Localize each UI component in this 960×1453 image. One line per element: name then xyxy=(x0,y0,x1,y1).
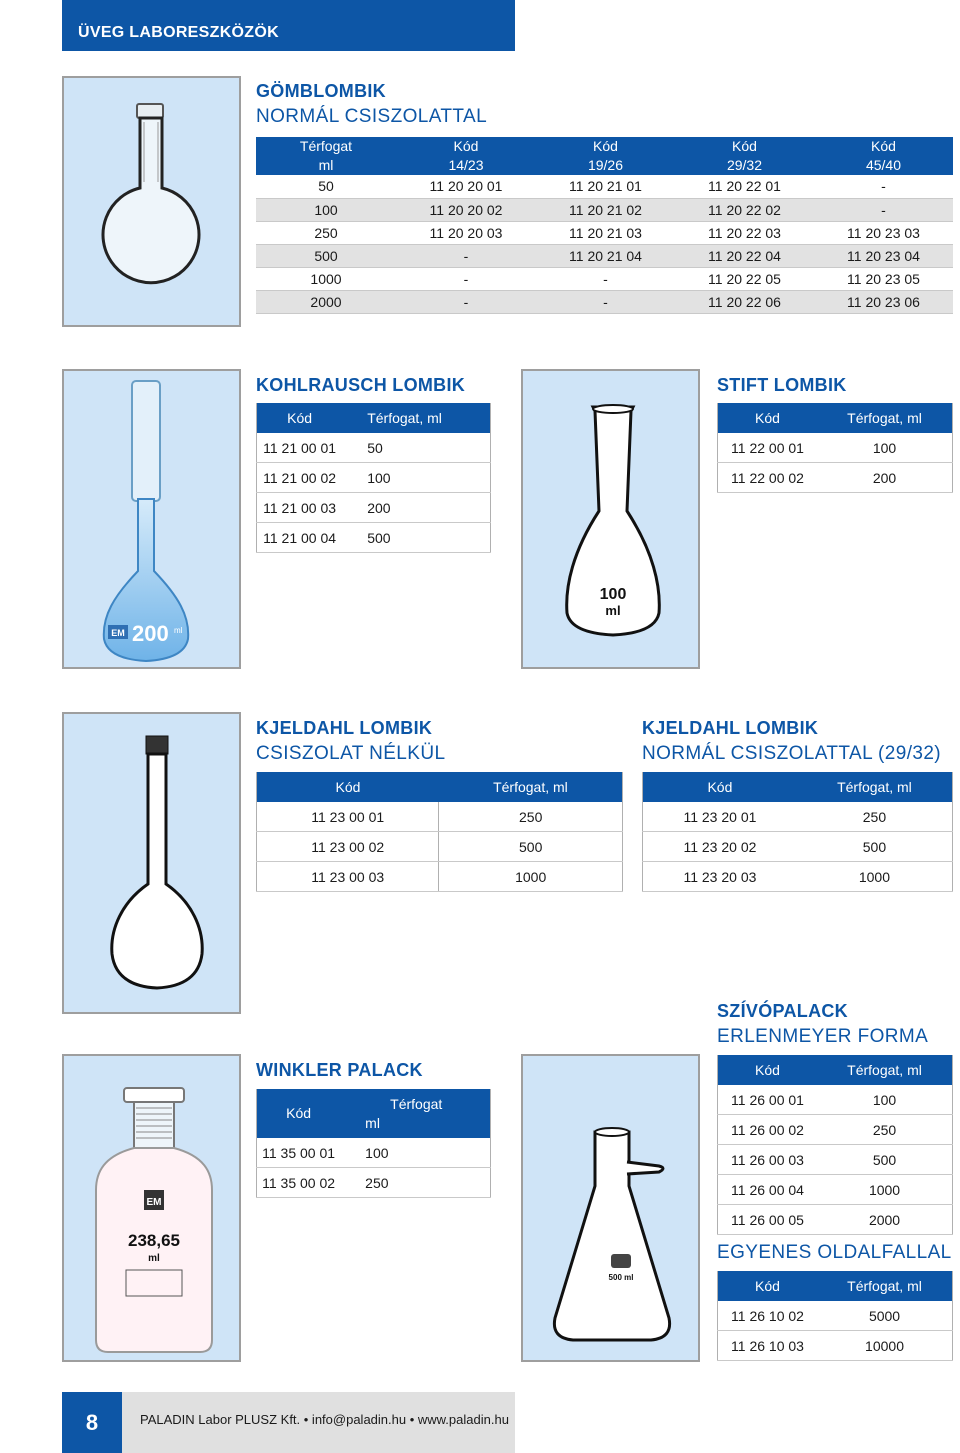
table-row xyxy=(256,267,953,290)
table-header-row xyxy=(718,1271,953,1301)
col-header-volume: Térfogat, ml xyxy=(439,772,623,802)
cell: 11 20 20 01 xyxy=(396,175,536,198)
kjeldahl-flask-photo xyxy=(62,712,241,1014)
kjeldahl2-subtitle: NORMÁL CSISZOLATTAL (29/32) xyxy=(642,743,942,764)
table-row xyxy=(257,1138,491,1168)
cell: 11 26 00 04 xyxy=(718,1175,818,1205)
gomblombik-table xyxy=(256,137,953,314)
kohlrausch-table xyxy=(256,403,491,553)
winkler-title: WINKLER PALACK xyxy=(256,1060,423,1080)
cell: 11 23 20 01 xyxy=(643,802,797,832)
cell: 11 35 00 01 xyxy=(257,1138,341,1168)
kjeldahl-flask-icon xyxy=(64,714,241,1014)
cell: 11 23 00 02 xyxy=(257,832,439,862)
cell: 1000 xyxy=(439,862,623,892)
gomblombik-title: GÖMBLOMBIK xyxy=(256,81,386,101)
cell: 250 xyxy=(439,802,623,832)
cell: 250 xyxy=(817,1115,952,1145)
cell: - xyxy=(396,267,536,290)
kjeldahl1-table xyxy=(256,772,623,892)
stift-flask-photo xyxy=(521,369,700,669)
col-header-volume: Térfogat, ml xyxy=(817,403,952,433)
stift-flask-icon xyxy=(523,371,700,669)
page-number: 8 xyxy=(62,1392,122,1453)
cell: 11 20 23 04 xyxy=(814,244,953,267)
flask-label-volume: 200 xyxy=(132,621,169,646)
col-header-code: Kód xyxy=(257,403,343,433)
col-header-volume: Térfogat, ml xyxy=(797,772,953,802)
cell: 11 26 00 02 xyxy=(718,1115,818,1145)
table-row xyxy=(718,1301,953,1331)
flask-label-unit: ml xyxy=(605,603,621,618)
flask-label-volume: 100 xyxy=(599,586,627,603)
cell: 11 23 20 02 xyxy=(643,832,797,862)
col-header-volume: Térfogat, ml xyxy=(817,1271,952,1301)
kjeldahl2-table xyxy=(642,772,953,892)
cell: 11 35 00 02 xyxy=(257,1168,341,1198)
cell: 500 xyxy=(342,523,490,553)
table-row xyxy=(257,862,623,892)
table-row xyxy=(718,1205,953,1235)
round-flask-photo xyxy=(62,76,241,327)
kjeldahl1-subtitle: CSISZOLAT NÉLKÜL xyxy=(256,743,446,764)
col-header-code: Kód xyxy=(718,1055,818,1085)
cell: - xyxy=(536,290,675,313)
volumetric-flask-icon xyxy=(64,371,241,669)
cell: 2000 xyxy=(817,1205,952,1235)
flask-label-brand: EM xyxy=(111,628,125,638)
cell: 1000 xyxy=(256,267,396,290)
table-row xyxy=(257,523,491,553)
table-row xyxy=(256,175,953,198)
cell: 100 xyxy=(817,433,952,463)
cell: - xyxy=(396,244,536,267)
szivopalack-table xyxy=(717,1055,953,1235)
cell: 1000 xyxy=(797,862,953,892)
cell: 11 26 00 01 xyxy=(718,1085,818,1115)
cell: 11 21 00 04 xyxy=(257,523,343,553)
szivopalack-table2 xyxy=(717,1271,953,1361)
cell: 11 20 21 03 xyxy=(536,221,675,244)
table-row xyxy=(718,463,953,493)
cell: 11 26 00 03 xyxy=(718,1145,818,1175)
table-header-row xyxy=(643,772,953,802)
table-header-row xyxy=(718,403,953,433)
cell: 200 xyxy=(817,463,952,493)
cell: 500 xyxy=(797,832,953,862)
col-header-code-45-40: Kód 45/40 xyxy=(814,137,953,175)
table-row xyxy=(256,244,953,267)
suction-flask-photo xyxy=(521,1054,700,1362)
kohlrausch-title: KOHLRAUSCH LOMBIK xyxy=(256,375,466,395)
table-header-row xyxy=(718,1055,953,1085)
cell: 50 xyxy=(256,175,396,198)
table-row xyxy=(718,1175,953,1205)
cell: 11 26 00 05 xyxy=(718,1205,818,1235)
table-row xyxy=(718,433,953,463)
section-title: ÜVEG LABORESZKÖZÖK xyxy=(78,24,279,41)
winkler-bottle-photo xyxy=(62,1054,241,1362)
cell: 500 xyxy=(439,832,623,862)
cell: 11 20 22 01 xyxy=(675,175,814,198)
table-row xyxy=(256,221,953,244)
cell: 2000 xyxy=(256,290,396,313)
cell: 250 xyxy=(797,802,953,832)
cell: 11 20 23 06 xyxy=(814,290,953,313)
cell: 100 xyxy=(817,1085,952,1115)
stift-title: STIFT LOMBIK xyxy=(717,375,847,395)
cell: 11 23 00 03 xyxy=(257,862,439,892)
cell: 11 20 22 06 xyxy=(675,290,814,313)
suction-flask-icon xyxy=(523,1056,700,1362)
cell: 11 21 00 02 xyxy=(257,463,343,493)
cell: 11 20 22 03 xyxy=(675,221,814,244)
flask-label: 500 ml xyxy=(608,1273,634,1282)
col-header-code-14-23: Kód 14/23 xyxy=(396,137,536,175)
table-row xyxy=(643,862,953,892)
cell: - xyxy=(536,267,675,290)
bottle-label-unit: ml xyxy=(148,1253,160,1264)
round-flask-icon xyxy=(64,78,241,327)
cell: 11 23 20 03 xyxy=(643,862,797,892)
bottle-label-volume: 238,65 xyxy=(128,1231,180,1250)
table-row xyxy=(643,802,953,832)
table-row xyxy=(256,198,953,221)
cell: 11 20 20 03 xyxy=(396,221,536,244)
table-header-row xyxy=(256,137,953,175)
cell: 5000 xyxy=(817,1301,952,1331)
col-header-code: Kód xyxy=(257,772,439,802)
szivopalack-subtitle: ERLENMEYER FORMA xyxy=(717,1026,929,1047)
table-header-row xyxy=(257,403,491,433)
flask-label-unit: ml xyxy=(174,626,183,635)
szivopalack-title: SZÍVÓPALACK xyxy=(717,1001,848,1021)
cell: 500 xyxy=(817,1145,952,1175)
cell: 250 xyxy=(340,1168,490,1198)
col-header-code-29-32: Kód 29/32 xyxy=(675,137,814,175)
cell: 11 23 00 01 xyxy=(257,802,439,832)
cell: 11 22 00 01 xyxy=(718,433,818,463)
kjeldahl2-title: KJELDAHL LOMBIK xyxy=(642,718,819,738)
col-header-code-19-26: Kód 19/26 xyxy=(536,137,675,175)
col-header-code: Kód xyxy=(643,772,797,802)
kohlrausch-flask-photo xyxy=(62,369,241,669)
cell: 10000 xyxy=(817,1331,952,1361)
cell: 11 21 00 03 xyxy=(257,493,343,523)
kjeldahl1-title: KJELDAHL LOMBIK xyxy=(256,718,433,738)
table-header-row xyxy=(257,772,623,802)
cell: 11 26 10 03 xyxy=(718,1331,818,1361)
cell: - xyxy=(814,175,953,198)
cell: 11 20 23 05 xyxy=(814,267,953,290)
cell: 11 22 00 02 xyxy=(718,463,818,493)
table-row xyxy=(257,433,491,463)
bottle-label-brand: EM xyxy=(146,1197,162,1208)
cell: 250 xyxy=(256,221,396,244)
col-header-volume: Térfogat ml xyxy=(256,137,396,175)
winkler-table xyxy=(256,1089,491,1198)
table-header-row xyxy=(257,1089,491,1138)
col-header-code: Kód xyxy=(257,1089,341,1138)
table-row xyxy=(257,1168,491,1198)
winkler-bottle-icon xyxy=(64,1056,241,1362)
table-row xyxy=(256,290,953,313)
table-row xyxy=(718,1145,953,1175)
table-row xyxy=(257,463,491,493)
cell: 200 xyxy=(342,493,490,523)
cell: 11 26 10 02 xyxy=(718,1301,818,1331)
section-banner xyxy=(62,0,515,51)
table-row xyxy=(257,832,623,862)
table-row xyxy=(718,1115,953,1145)
stift-table xyxy=(717,403,953,493)
cell: - xyxy=(396,290,536,313)
cell: 100 xyxy=(340,1138,490,1168)
table-row xyxy=(718,1331,953,1361)
table-row xyxy=(257,493,491,523)
col-header-volume: Térfogat ml xyxy=(340,1089,490,1138)
cell: 11 20 20 02 xyxy=(396,198,536,221)
cell: 11 20 22 04 xyxy=(675,244,814,267)
cell: 100 xyxy=(342,463,490,493)
col-header-code: Kód xyxy=(718,1271,818,1301)
cell: 11 20 21 01 xyxy=(536,175,675,198)
col-header-volume: Térfogat, ml xyxy=(817,1055,952,1085)
footer-contact: PALADIN Labor PLUSZ Kft. • info@paladin.hu • www.paladin.hu xyxy=(140,1412,509,1427)
cell: - xyxy=(814,198,953,221)
table-row xyxy=(257,802,623,832)
col-header-code: Kód xyxy=(718,403,818,433)
table-row xyxy=(718,1085,953,1115)
cell: 1000 xyxy=(817,1175,952,1205)
cell: 11 20 22 02 xyxy=(675,198,814,221)
cell: 500 xyxy=(256,244,396,267)
gomblombik-subtitle: NORMÁL CSISZOLATTAL xyxy=(256,106,488,127)
col-header-volume: Térfogat, ml xyxy=(342,403,490,433)
cell: 11 20 21 02 xyxy=(536,198,675,221)
table-row xyxy=(643,832,953,862)
cell: 11 21 00 01 xyxy=(257,433,343,463)
szivopalack-subtitle2: EGYENES OLDALFALLAL xyxy=(717,1242,952,1263)
cell: 11 20 22 05 xyxy=(675,267,814,290)
cell: 11 20 21 04 xyxy=(536,244,675,267)
cell: 50 xyxy=(342,433,490,463)
cell: 11 20 23 03 xyxy=(814,221,953,244)
cell: 100 xyxy=(256,198,396,221)
